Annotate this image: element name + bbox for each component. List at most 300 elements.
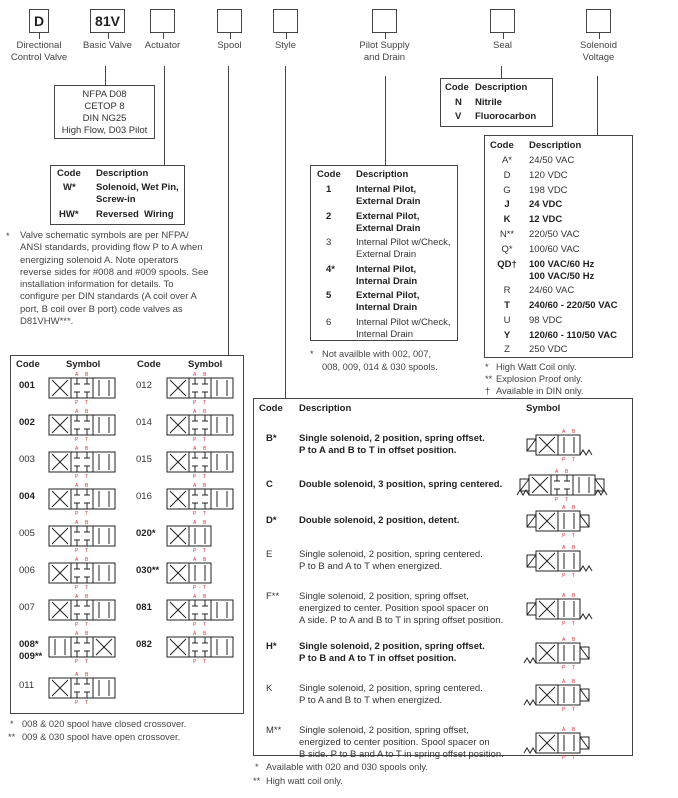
voltage-footnote: High Watt Coil only. [496,362,577,372]
port-label: A [75,372,79,378]
connector-line [164,66,165,165]
valve-cell [558,435,580,455]
actuator-desc: Solenoid, Wet Pin, Screw-in [96,182,179,205]
pilot-desc: Internal Pilot, External Drain [356,184,421,207]
style-desc: Double solenoid, 3 position, spring centered. [299,479,503,490]
port-label: A [193,631,197,637]
style-code: E [266,549,273,560]
port-label: T [85,700,89,706]
port-label: B [572,727,576,733]
port-label: A [562,429,566,435]
connector-line [597,76,598,135]
port-label: P [193,437,197,443]
voltage-code: T [504,299,510,311]
style-code: K [266,683,273,694]
valve-cell [71,452,93,472]
port-label: P [562,573,566,579]
port-label: T [572,457,576,463]
basic-valve-line: High Flow, D03 Pilot [61,125,148,136]
valve-cell [71,415,93,435]
valve-cell [211,637,233,657]
footnote-mark: * [6,231,10,241]
seal-desc: Fluorocarbon [475,111,537,122]
port-label: T [572,665,576,671]
valve-cell [558,643,580,663]
port-label: B [203,372,207,378]
valve-cell [93,600,115,620]
port-label: B [572,429,576,435]
port-label: B [85,409,89,415]
port-label: T [203,585,207,591]
style-code: B* [266,433,277,444]
code-position-label: Directional Control Valve [10,40,68,63]
port-label: A [193,557,197,563]
port-label: P [193,622,197,628]
port-label: B [85,520,89,526]
footnote-mark: ** [8,732,16,742]
port-label: P [193,659,197,665]
spool-code: 008* 009** [19,639,43,662]
voltage-desc: 100/60 VAC [529,243,580,255]
basic-valve-box [54,85,155,139]
code-header: Code [317,169,341,180]
voltage-table [484,135,633,358]
port-label: B [203,520,207,526]
pilot-desc: External Pilot, Internal Drain [356,290,420,313]
valve-cell [558,599,580,619]
port-label: P [75,622,79,628]
description-header: Description [529,140,582,151]
port-label: P [75,400,79,406]
footnote-mark: † [485,386,491,396]
connector-line [105,66,106,85]
valve-cell [189,452,211,472]
valve-symbol [49,594,115,628]
port-label: T [203,474,207,480]
port-label: T [203,659,207,665]
port-label: P [75,659,79,665]
actuator-footnote: Valve schematic symbols are per NFPA/ ANSI standards, providing flow P to A when energizing solenoid A. Note operators reverse sides for #008 and #009 spools. See installation information for details. To configure per DIN standards (A coil over A port, B coil over B port) code valves as D81VHW***. [20,230,209,328]
basic-valve-line: CETOP 8 [84,101,125,112]
valve-symbol [49,372,115,406]
port-label: B [85,446,89,452]
spool-code: 006 [19,565,35,576]
port-label: P [562,621,566,627]
valve-cell [551,475,573,495]
valve-symbol [536,593,580,627]
valve-cell [93,563,115,583]
spool-code: 014 [136,417,152,428]
code-position-label: Pilot Supply and Drain [359,40,410,63]
code-position-box [217,9,242,33]
connector-line [163,33,164,39]
voltage-desc: 12 VDC [529,214,563,226]
port-label: T [85,585,89,591]
pilot-code: 6 [326,316,332,328]
valve-symbol [49,520,115,554]
code-position-label: Seal [492,40,513,51]
valve-cell [71,678,93,698]
spool-code: 030** [136,565,160,576]
description-header: Description [475,82,528,93]
port-label: T [85,400,89,406]
code-position-box [150,9,175,33]
spool-code: 012 [136,380,152,391]
port-label: A [75,557,79,563]
port-label: P [75,474,79,480]
voltage-code: Z [504,344,510,356]
valve-cell [189,415,211,435]
port-label: P [555,497,559,503]
port-label: B [85,594,89,600]
style-desc: Single solenoid, 2 position, spring centered. P to A and B to T when energized. [299,683,483,706]
port-label: A [75,483,79,489]
connector-line [39,33,40,39]
valve-cell [71,526,93,546]
port-label: A [193,372,197,378]
valve-symbol [167,594,233,628]
valve-cell [558,733,580,753]
voltage-footnote: Available in DIN only. [496,386,584,396]
port-label: A [562,727,566,733]
spool-table [10,355,244,714]
pilot-desc: Internal Pilot, Internal Drain [356,263,418,287]
port-label: T [565,497,569,503]
valve-symbol [536,679,580,713]
footnote-mark: * [485,362,489,372]
port-label: B [203,557,207,563]
valve-cell [211,415,233,435]
port-label: P [193,585,197,591]
valve-symbol [49,409,115,443]
port-label: B [203,409,207,415]
footnote-mark: ** [253,776,261,786]
valve-cell [189,489,211,509]
port-label: A [193,520,197,526]
actuator-desc: Reversed Wiring [96,209,174,220]
valve-symbol [49,483,115,517]
port-label: A [562,593,566,599]
voltage-code: J [504,199,510,211]
style-desc: Single solenoid, 2 position, spring offset. P to B and A to T in offset position. [299,641,485,664]
style-code: C [266,479,273,490]
port-label: A [193,594,197,600]
style-desc: Single solenoid, 2 position, spring offset, energized to center position. Spool spacer on B side. P to B and A to T in spring offset position. [299,725,504,760]
port-label: B [572,545,576,551]
valve-cell [71,378,93,398]
port-label: P [75,700,79,706]
pilot-code: 4* [326,263,335,275]
valve-cell [558,511,580,531]
pilot-footnote: Not availble with 002, 007, 008, 009, 014 & 030 spools. [322,349,438,372]
valve-symbol [167,557,211,591]
spool-code: 001 [19,380,35,391]
port-label: T [85,622,89,628]
code-header: Code [137,359,161,370]
valve-symbol [49,557,115,591]
spool-code: 003 [19,454,35,465]
voltage-desc: 24/60 VAC [529,285,575,297]
valve-cell [189,526,211,546]
valve-symbol [49,446,115,480]
voltage-code: Q* [501,243,513,255]
port-label: P [75,437,79,443]
port-label: T [85,511,89,517]
port-label: P [562,457,566,463]
code-header: Code [445,82,469,93]
footnote-mark: ** [485,374,493,384]
valve-cell [558,685,580,705]
voltage-desc: 100 VAC/60 Hz 100 VAC/50 Hz [529,258,595,282]
spool-code: 002 [19,417,35,428]
code-header: Code [490,140,514,151]
port-label: A [75,409,79,415]
code-position-label: Solenoid Voltage [580,40,617,63]
seal-table [440,78,553,127]
valve-symbol [167,372,233,406]
code-position-label: Style [274,40,297,51]
basic-valve-line: DIN NG25 [82,113,127,124]
description-header: Description [96,168,149,179]
valve-symbol [536,637,580,671]
spool-code: 081 [136,602,152,613]
voltage-footnote: Explosion Proof only. [496,374,583,384]
code-position-box: 81V [90,9,125,33]
port-label: B [203,594,207,600]
pilot-code: 1 [326,184,332,195]
valve-cell [93,452,115,472]
voltage-desc: 240/60 - 220/50 VAC [529,299,618,311]
actuator-code: HW* [59,209,79,220]
voltage-desc: 24 VDC [529,199,563,211]
pilot-desc: Internal Pilot w/Check, Internal Drain [356,316,451,340]
symbol-header: Symbol [526,403,561,414]
spool-code: 005 [19,528,35,539]
spool-footnote: 008 & 020 spool have closed crossover. [22,719,187,729]
valve-symbol [536,505,580,539]
port-label: A [75,594,79,600]
port-label: T [203,622,207,628]
port-label: P [562,755,566,761]
description-header: Description [299,403,352,414]
valve-symbol [536,545,580,579]
port-label: P [193,400,197,406]
voltage-code: R [503,285,511,297]
style-code: H* [266,641,277,652]
valve-cell [211,378,233,398]
voltage-desc: 198 VDC [529,184,568,196]
port-label: A [562,545,566,551]
style-code: F** [266,591,280,602]
port-label: P [75,548,79,554]
port-label: A [75,446,79,452]
port-label: T [572,755,576,761]
port-label: T [85,437,89,443]
voltage-desc: 220/50 VAC [529,229,580,240]
port-label: A [193,483,197,489]
port-label: P [562,665,566,671]
port-label: P [75,511,79,517]
port-label: A [562,637,566,643]
pilot-code: 3 [326,237,332,248]
style-table [253,398,633,761]
code-position-label: Spool [217,40,242,51]
seal-desc: Nitrile [475,97,502,108]
spool-code: 020* [136,528,156,539]
basic-valve-line: NFPA D08 [82,89,127,100]
connector-line [108,33,109,39]
valve-cell [93,526,115,546]
style-desc: Single solenoid, 2 position, spring centered. P to B and A to T when energized. [299,549,483,572]
actuator-table [50,165,185,225]
footnote-mark: * [255,762,259,772]
port-label: A [562,505,566,511]
voltage-code: D [503,169,511,181]
valve-cell [71,637,93,657]
valve-symbol [167,409,233,443]
pilot-code: 2 [326,210,332,222]
pilot-desc: Internal Pilot w/Check, External Drain [356,237,451,260]
footnote-mark: * [10,719,14,729]
port-label: T [572,573,576,579]
port-label: B [203,631,207,637]
connector-line [228,66,229,355]
voltage-desc: 120 VDC [529,169,568,181]
connector-line [385,76,386,165]
valve-symbol [167,483,233,517]
voltage-desc: 98 VDC [529,314,563,326]
port-label: B [572,679,576,685]
valve-symbol [536,727,580,761]
port-label: A [562,679,566,685]
port-label: B [572,505,576,511]
style-footnote: Available with 020 and 030 spools only. [266,762,428,772]
valve-cell [211,600,233,620]
valve-cell [71,563,93,583]
port-label: B [85,372,89,378]
code-position-box [273,9,298,33]
style-code: D* [266,515,277,526]
port-label: T [85,659,89,665]
description-header: Description [356,169,409,180]
spool-code: 015 [136,454,152,465]
valve-cell [211,452,233,472]
port-label: T [203,548,207,554]
port-label: P [562,533,566,539]
code-position-label: Actuator [144,40,181,51]
valve-cell [211,489,233,509]
port-label: P [193,511,197,517]
valve-cell [189,378,211,398]
voltage-code: K [503,214,511,226]
valve-cell [558,551,580,571]
port-label: T [85,474,89,480]
code-position-box: D [29,9,49,33]
code-position-box [490,9,515,33]
code-header: Code [259,403,283,414]
valve-symbol [49,672,115,706]
voltage-desc: 24/50 VAC [529,155,575,166]
actuator-code: W* [63,182,76,193]
port-label: B [572,593,576,599]
code-position-box [372,9,397,33]
port-label: B [203,446,207,452]
symbol-header: Symbol [66,359,101,370]
port-label: B [572,637,576,643]
port-label: A [75,520,79,526]
code-header: Code [57,168,81,179]
spool-code: 004 [19,491,35,502]
valve-cell [189,600,211,620]
spool-code: 007 [19,602,35,613]
port-label: A [75,672,79,678]
pilot-code: 5 [326,290,332,301]
valve-symbol [167,520,211,554]
code-position-box [586,9,611,33]
symbol-header: Symbol [188,359,223,370]
port-label: P [562,707,566,713]
port-label: B [85,483,89,489]
connector-line [501,66,502,78]
spool-code: 011 [19,680,35,691]
voltage-code: Y [503,329,511,341]
valve-symbol [167,446,233,480]
port-label: T [572,621,576,627]
voltage-desc: 120/60 - 110/50 VAC [529,329,618,341]
spool-code: 016 [136,491,152,502]
connector-line [385,33,386,39]
valve-cell [71,489,93,509]
voltage-code: U [503,314,511,326]
code-position-label: Basic Valve [83,40,132,51]
voltage-desc: 250 VDC [529,344,568,356]
connector-line [230,33,231,39]
seal-code: V [455,111,462,122]
port-label: T [203,437,207,443]
port-label: T [203,400,207,406]
valve-symbol [536,429,580,463]
voltage-code: N** [499,229,515,240]
connector-line [599,33,600,39]
footnote-mark: * [310,349,314,359]
port-label: A [193,446,197,452]
pilot-desc: External Pilot, External Drain [356,210,421,234]
voltage-code: QD† [497,258,517,270]
port-label: P [193,548,197,554]
port-label: A [75,631,79,637]
seal-code: N [455,97,462,108]
port-label: T [203,511,207,517]
valve-cell [93,678,115,698]
style-code: M** [266,725,282,736]
valve-cell [93,415,115,435]
spool-code: 082 [136,639,152,650]
spool-footnote: 009 & 030 spool have open crossover. [22,732,181,742]
port-label: B [85,557,89,563]
valve-cell [189,637,211,657]
port-label: B [85,672,89,678]
style-desc: Single solenoid, 2 position, spring offset. P to A and B to T in offset position. [299,433,485,456]
voltage-code: G [503,184,511,196]
port-label: T [572,707,576,713]
style-desc: Single solenoid, 2 position, spring offset, energized to center. Position spool spacer on A side. P to A and B to T in spring offset position. [299,591,504,626]
port-label: B [203,483,207,489]
port-label: A [193,409,197,415]
style-desc: Double solenoid, 2 position, detent. [299,515,460,526]
port-label: B [565,469,569,475]
port-label: A [555,469,559,475]
port-label: T [572,533,576,539]
